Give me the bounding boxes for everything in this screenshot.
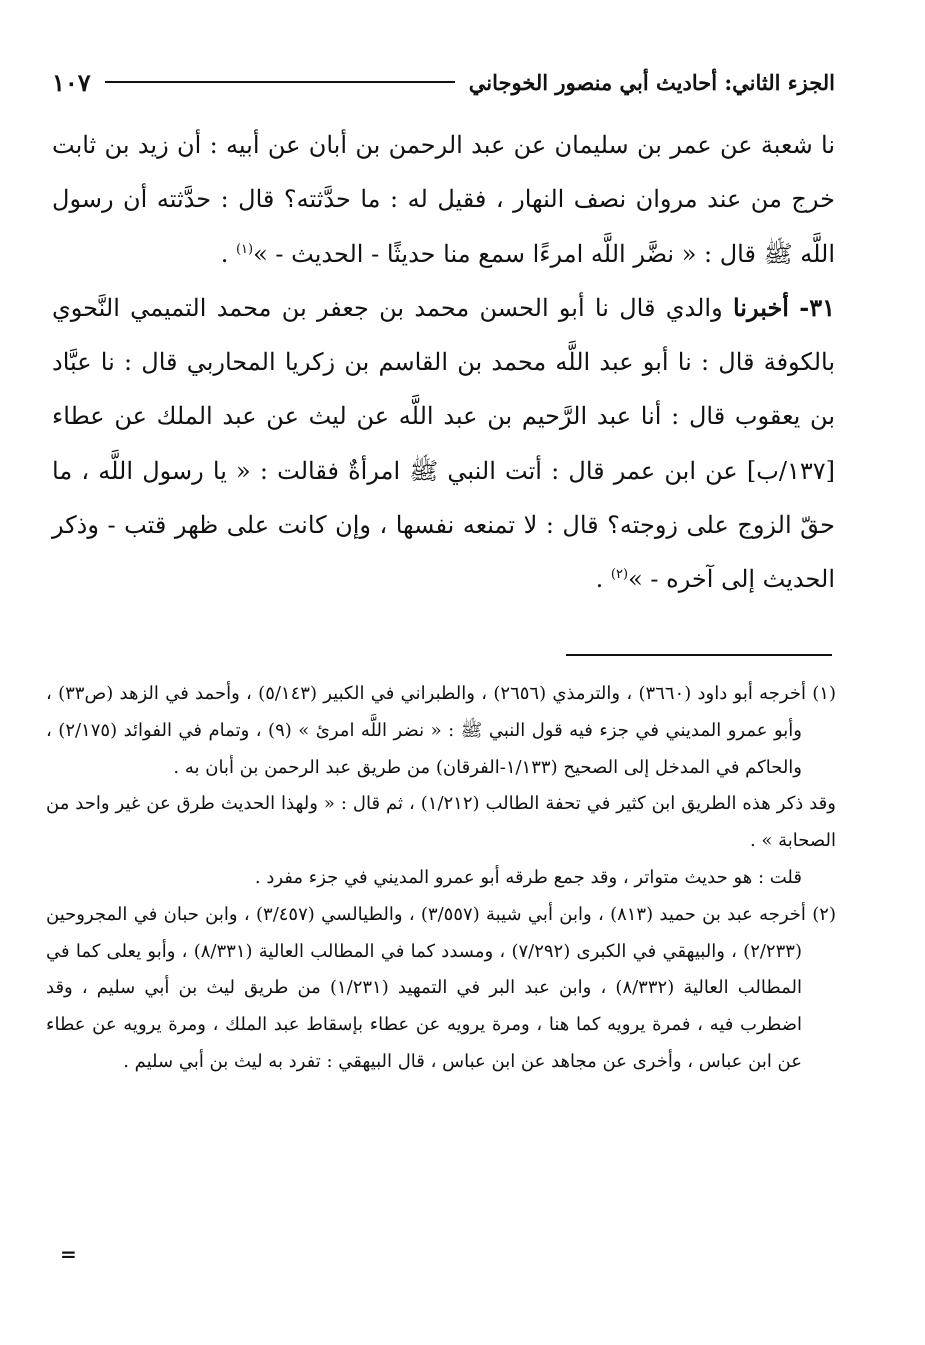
header-rule (105, 81, 455, 83)
hadith-lead-word: أخبرنا (732, 292, 789, 322)
page-number: ١٠٧ (52, 67, 91, 97)
hadith-31-end: . (595, 565, 611, 594)
main-text (52, 118, 835, 607)
footnotes (46, 676, 836, 1081)
paragraph-1-end: . (220, 239, 236, 268)
footnote-separator (566, 654, 832, 656)
hadith-31 (52, 281, 835, 607)
footnote-ref-1[interactable]: (١) (235, 241, 254, 257)
running-header (52, 62, 835, 102)
continuation-mark: = (60, 1242, 77, 1266)
hadith-number: ٣١- (799, 292, 835, 322)
paragraph-1 (52, 118, 835, 281)
footnote-1: (١) أخرجه أبو داود (٣٦٦٠) ، والترمذي (٢٦٥٦) ، والطبراني في الكبير (٥/١٤٣) ، وأحمد في الزهد (ص٣٣) ، وأبو عمرو المديني في جزء فيه قول النبي ﷺ : « نضر اللَّه امرئ » (٩) ، وتمام في الفوائد (٢/١٧٥) ، والحاكم في المدخل إلى الصحيح (١/١٣٣-الفرقان) من طريق عبد الرحمن بن أبان به . (46, 683, 836, 778)
footnote-1-remark: قلت : هو حديث متواتر ، وقد جمع طرقه أبو عمرو المديني في جزء مفرد . (254, 866, 802, 888)
paragraph-1-text: نا شعبة عن عمر بن سليمان عن عبد الرحمن بن أبان عن أبيه : أن زيد بن ثابت خرج من عند مروان نصف النهار ، فقيل له : ما حدَّثته؟ قال : حدَّثته أن رسول اللَّه ﷺ قال : « نضَّر اللَّه امرءًا سمع منا حديثًا - الحديث - » (52, 131, 835, 268)
footnote-ref-2[interactable]: (٢) (610, 567, 629, 583)
header-title: الجزء الثاني: أحاديث أبي منصور الخوجاني (468, 69, 835, 95)
footnote-1-note: وقد ذكر هذه الطريق ابن كثير في تحفة الطالب (١/٢١٢) ، ثم قال : « ولهذا الحديث طرق عن غير واحد من الصحابة » . (46, 793, 836, 852)
footnote-2: (٢) أخرجه عبد بن حميد (٨١٣) ، وابن أبي شيبة (٣/٥٥٧) ، والطيالسي (٣/٤٥٧) ، وابن حبان في المجروحين (٢/٢٣٣) ، والبيهقي في الكبرى (٧/٢٩٢) ، ومسدد كما في المطالب العالية (٨/٣٣١) ، وأبو يعلى كما في المطالب العالية (٨/٣٣٢) ، وابن عبد البر في التمهيد (١/٢٣١) من طريق ليث بن أبي سليم ، وقد اضطرب فيه ، فمرة يرويه كما هنا ، ومرة يرويه عن عطاء بإسقاط عبد الملك ، ومرة يرويه عن عطاء عن ابن عباس ، وأخرى عن مجاهد عن ابن عباس ، قال البيهقي : تفرد به ليث بن أبي سليم . (46, 903, 836, 1072)
hadith-31-text: والدي قال نا أبو الحسن محمد بن جعفر بن محمد التميمي النَّحوي بالكوفة قال : نا أبو عبد اللَّه محمد بن القاسم بن زكريا المحاربي قال : نا عبَّاد بن يعقوب قال : أنا عبد الرَّحيم بن عبد اللَّه عن ليث عن عبد الملك عن عطاء [١٣٧/ب] عن ابن عمر قال : أتت النبي ﷺ امرأةٌ فقالت : « يا رسول اللَّه ، ما حقّ الزوج على زوجته؟ قال : لا تمنعه نفسها ، وإن كانت على ظهر قتب - وذكر الحديث إلى آخره - » (52, 293, 835, 594)
